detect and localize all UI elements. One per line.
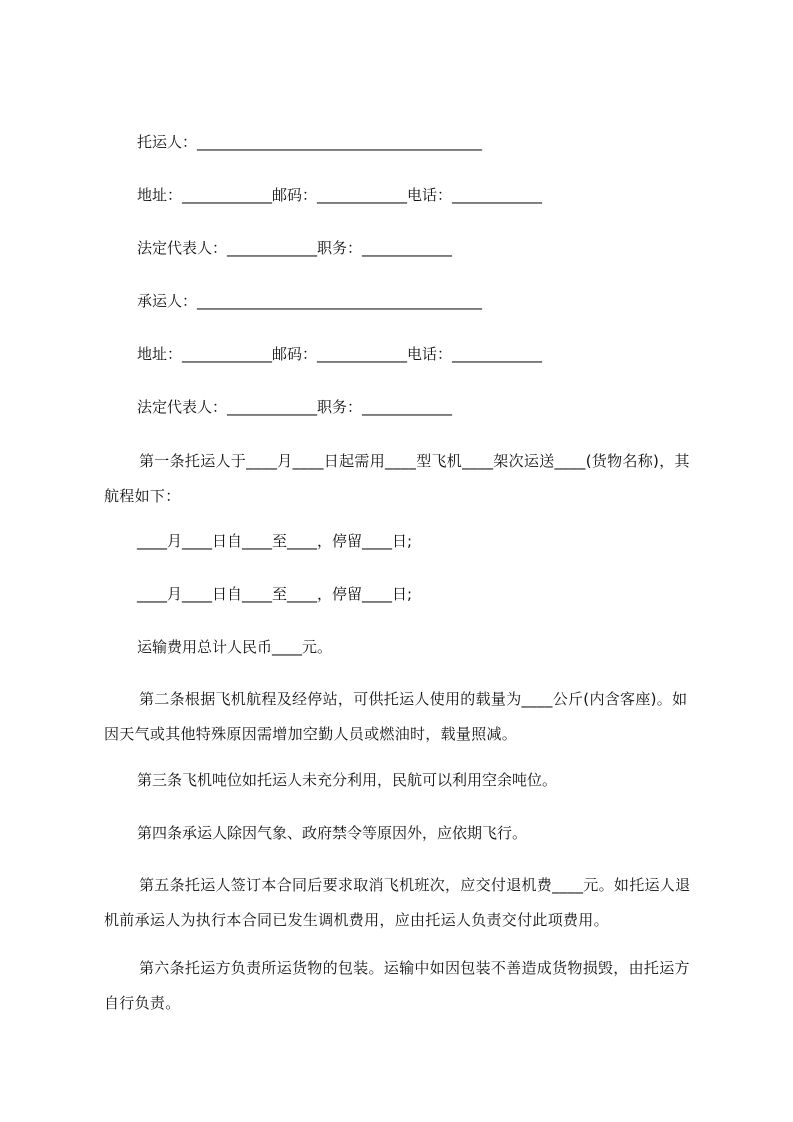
article-3-line: 第三条飞机吨位如托运人未充分利用，民航可以利用空余吨位。	[137, 771, 558, 789]
carrier-address-line: 地址：____________邮码：____________电话：____________	[137, 345, 543, 363]
article-2-text: 第二条根据飞机航程及经停站，可供托运人使用的载量为____公斤(内含客座)。如因天气或其他特殊原因需增加空勤人员或燃油时，载量照减。	[104, 690, 688, 743]
article-5-paragraph	[104, 868, 696, 938]
shipper-legal-rep-line: 法定代表人：____________职务：____________	[137, 239, 453, 257]
transport-fee-line: 运输费用总计人民币____元。	[137, 638, 333, 656]
article-5-text: 第五条托运人签订本合同后要求取消飞机班次，应交付退机费____元。如托运人退机前承运人为执行本合同已发生调机费用，应由托运人负责交付此项费用。	[104, 876, 691, 929]
article-6-text: 第六条托运方负责所运货物的包装。运输中如因包装不善造成货物损毁，由托运方自行负责。	[104, 959, 690, 1012]
route-line-2: ____月____日自____至____，停留____日;	[137, 585, 413, 603]
carrier-line: 承运人：______________________________________	[137, 292, 483, 310]
article-4-line: 第四条承运人除因气象、政府禁令等原因外，应依期飞行。	[137, 824, 528, 842]
shipper-line: 托运人：______________________________________	[137, 133, 483, 151]
shipper-address-line: 地址：____________邮码：____________电话：____________	[137, 186, 543, 204]
article-6-paragraph	[104, 951, 696, 1021]
article-1-paragraph	[104, 444, 696, 514]
route-line-1: ____月____日自____至____，停留____日;	[137, 532, 413, 550]
carrier-legal-rep-line: 法定代表人：____________职务：____________	[137, 398, 453, 416]
article-1-text: 第一条托运人于____月____日起需用____型飞机____架次运送____(货物名称)，其航程如下：	[104, 452, 690, 505]
article-2-paragraph	[104, 682, 696, 752]
